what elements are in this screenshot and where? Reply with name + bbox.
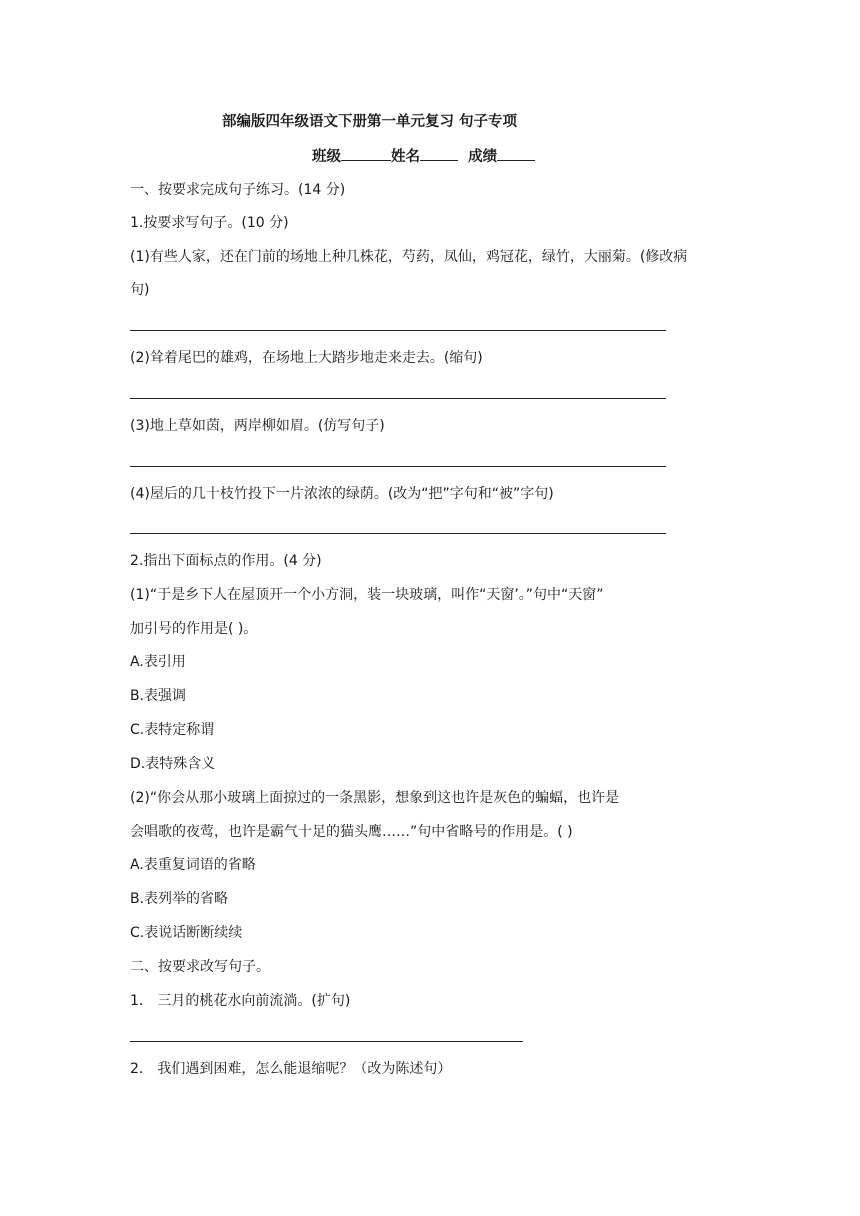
q1-s3: (3)地上草如茵，两岸柳如眉。(仿写句子) [130, 418, 385, 434]
q2-s1-option-a[interactable]: A.表引用 [130, 654, 186, 670]
part2-q1: 1． 三月的桃花水向前流淌。(扩句) [130, 993, 351, 1009]
q2-heading: 2.指出下面标点的作用。(4 分) [130, 553, 322, 569]
q2-s1-option-b[interactable]: B.表强调 [130, 688, 187, 704]
part1-heading: 一、按要求完成句子练习。(14 分) [130, 182, 346, 198]
answer-line-4[interactable] [130, 533, 666, 534]
page-title: 部编版四年级语文下册第一单元复习 句子专项 [222, 114, 518, 130]
q2-s1-line1: (1)“于是乡下人在屋顶开一个小方洞，装一块玻璃，叫作“天窗’。”句中“天窗” [130, 587, 604, 603]
q2-s2-option-c[interactable]: C.表说话断断续续 [130, 925, 243, 941]
q2-s1-line2: 加引号的作用是( )。 [130, 621, 258, 637]
part2-heading: 二、按要求改写句子。 [130, 959, 270, 975]
q2-s2-line2: 会唱歌的夜莺，也许是霸气十足的猫头鹰……”句中省略号的作用是。( ) [130, 824, 573, 840]
q2-s1-option-c[interactable]: C.表特定称谓 [130, 722, 215, 738]
q1-s1-line2: 句) [130, 282, 150, 298]
name-label: 姓名 [391, 149, 420, 165]
class-label: 班级 [312, 149, 341, 165]
answer-line-2[interactable] [130, 398, 666, 399]
q1-s1-line1: (1)有些人家，还在门前的场地上种几株花，芍药，凤仙，鸡冠花，绿竹，大丽菊。(修改病 [130, 249, 688, 265]
score-label: 成绩 [468, 149, 498, 165]
q1-s2: (2)耸着尾巴的雄鸡，在场地上大踏步地走来走去。(缩句) [130, 350, 483, 366]
answer-line-1[interactable] [130, 330, 666, 331]
q2-s2-option-a[interactable]: A.表重复词语的省略 [130, 857, 256, 873]
student-info-line [312, 146, 535, 167]
score-blank[interactable] [497, 146, 535, 161]
answer-line-5[interactable] [130, 1041, 523, 1042]
answer-line-3[interactable] [130, 466, 666, 467]
q1-heading: 1.按要求写句子。(10 分) [130, 215, 289, 231]
q1-s4: (4)屋后的几十枝竹投下一片浓浓的绿荫。(改为“把”字句和“被”字句) [130, 486, 554, 502]
class-blank[interactable] [341, 146, 391, 161]
q2-s2-option-b[interactable]: B.表列举的省略 [130, 891, 229, 907]
name-blank[interactable] [420, 146, 458, 161]
q2-s2-line1: (2)“你会从那小玻璃上面掠过的一条黑影，想象到这也许是灰色的蝙蝠，也许是 [130, 790, 620, 806]
q2-s1-option-d[interactable]: D.表特殊含义 [130, 756, 216, 772]
part2-q2: 2． 我们遇到困难，怎么能退缩呢？（改为陈述句） [130, 1061, 452, 1077]
